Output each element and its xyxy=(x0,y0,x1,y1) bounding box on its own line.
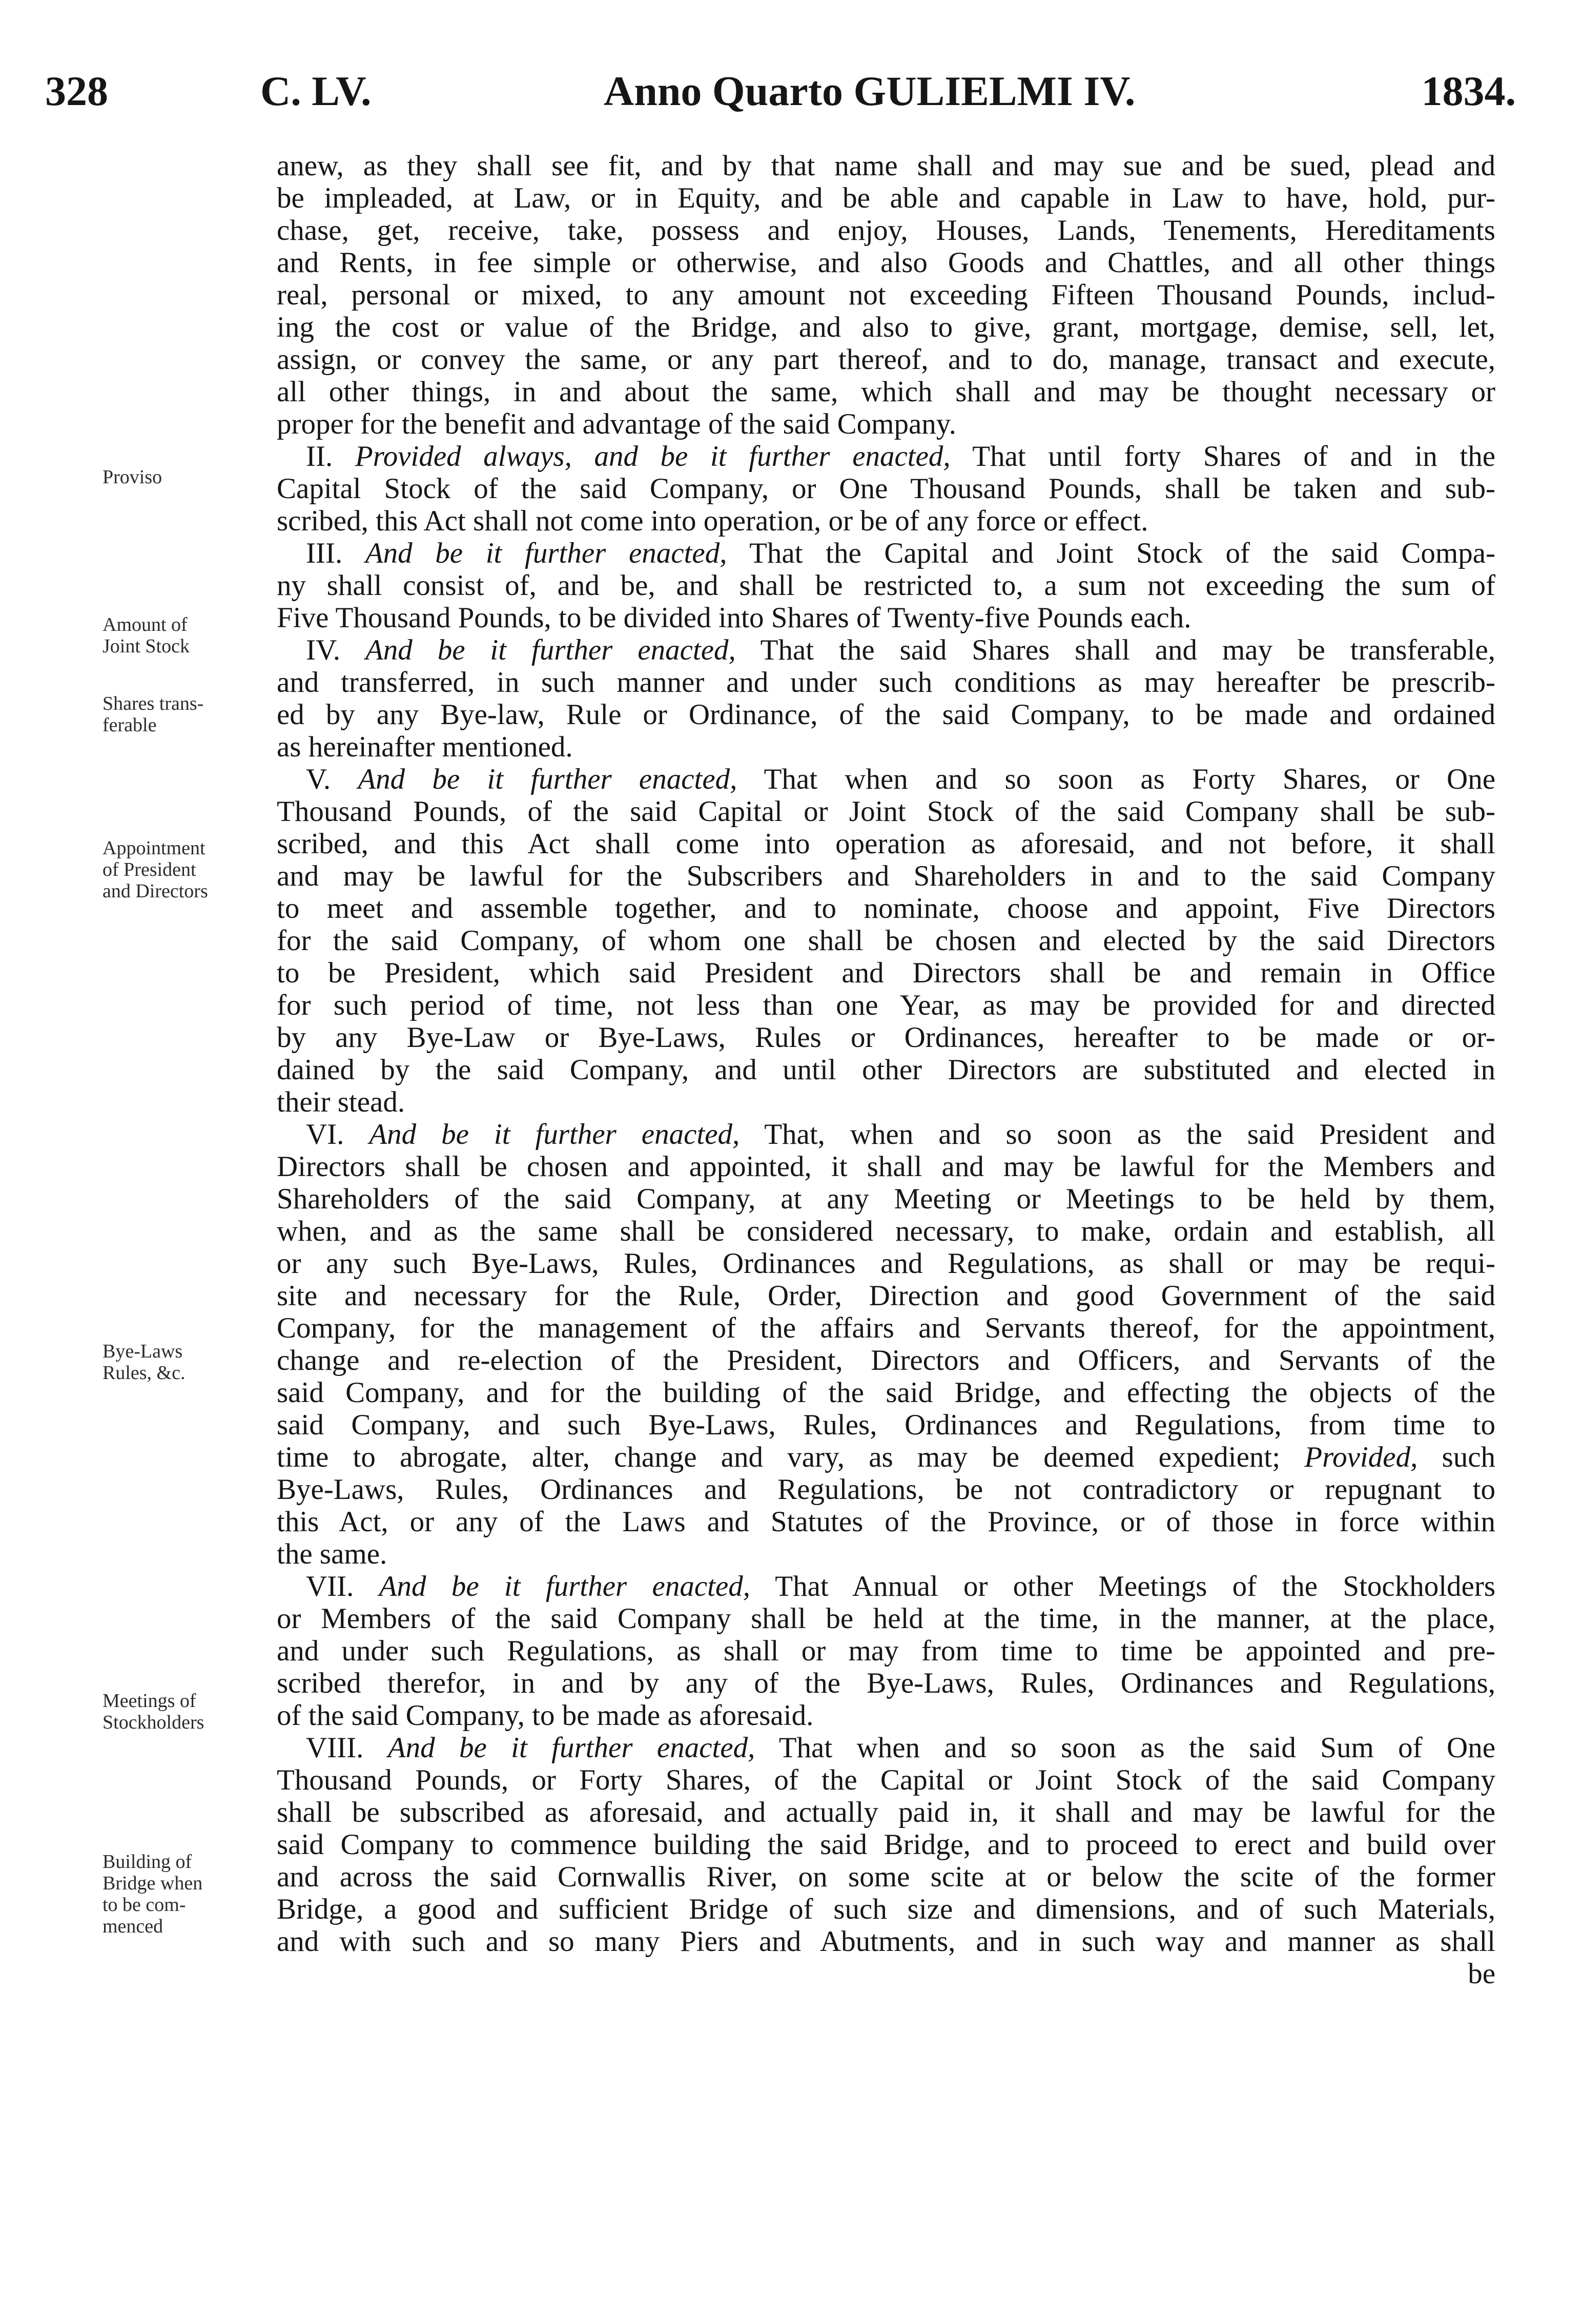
text-line: anew, as they shall see fit, and by that name shall and may sue and be sued, plead and xyxy=(277,150,1495,182)
text-run: That when and so soon as the said Sum of One xyxy=(755,1732,1495,1764)
margin-note-line: Shares trans- xyxy=(102,693,204,714)
text-line: all other things, in and about the same, which shall and may be thought necessary or xyxy=(277,376,1495,408)
text-line: said Company, and for the building of the said Bridge, and effecting the objects of the xyxy=(277,1376,1495,1409)
enacting-clause: And be it further enacted, xyxy=(365,634,736,666)
text-run: That Annual or other Meetings of the Stockholders xyxy=(750,1570,1495,1602)
text-line: real, personal or mixed, to any amount not exceeding Fifteen Thousand Pounds, includ- xyxy=(277,279,1495,311)
margin-note-line: Stockholders xyxy=(102,1712,204,1733)
year: 1834. xyxy=(1421,68,1516,114)
text-line: scribed, and this Act shall come into operation as aforesaid, and not before, it shall xyxy=(277,828,1495,860)
text-line: ny shall consist of, and be, and shall be restricted to, a sum not exceeding the sum of xyxy=(277,569,1495,602)
enacting-clause: And be it further enacted, xyxy=(387,1732,755,1764)
text-line: Bye-Laws, Rules, Ordinances and Regulations, be not contradictory or repugnant to xyxy=(277,1473,1495,1506)
margin-note-line: Meetings of xyxy=(102,1690,196,1712)
section-first-line xyxy=(277,1118,1495,1150)
margin-note-line: Amount of xyxy=(102,614,188,635)
text-line: Shareholders of the said Company, at any Meeting or Meetings to be held by them, xyxy=(277,1183,1495,1215)
running-header xyxy=(45,60,1516,122)
text-line: scribed, this Act shall not come into operation, or be of any force or effect. xyxy=(277,505,1148,537)
text-line xyxy=(277,1441,1495,1473)
margin-note-line: Appointment xyxy=(102,837,206,859)
enacting-clause: And be it further enacted, xyxy=(369,1118,740,1150)
text-line: assign, or convey the same, or any part thereof, and to do, manage, transact and execute, xyxy=(277,343,1495,376)
enacting-clause: And be it further enacted, xyxy=(365,537,727,569)
margin-note-amount xyxy=(102,614,272,657)
text-line: ed by any Bye-law, Rule or Ordinance, of the said Company, to be made and ordained xyxy=(277,698,1495,731)
text-line: as hereinafter mentioned. xyxy=(277,731,573,763)
regnal-year-title: Anno Quarto GULIELMI IV. xyxy=(604,68,1136,114)
margin-note-line: Building of xyxy=(102,1851,192,1873)
text-line: scribed therefor, in and by any of the Bye-Laws, Rules, Ordinances and Regulations, xyxy=(277,1667,1495,1699)
text-line: by any Bye-Law or Bye-Laws, Rules or Ordinances, hereafter to be made or or- xyxy=(277,1021,1495,1054)
section-first-line xyxy=(277,634,1495,666)
text-line: dained by the said Company, and until other Directors are substituted and elected in xyxy=(277,1054,1495,1086)
section-number: VIII. xyxy=(306,1732,364,1764)
section-number: VI. xyxy=(306,1118,344,1150)
section-first-line xyxy=(277,440,1495,472)
margin-note-line: Bye-Laws xyxy=(102,1341,183,1362)
margin-note-line: Proviso xyxy=(102,466,162,488)
text-run: time to abrogate, alter, change and vary, as may be deemed expedient; xyxy=(277,1441,1281,1473)
text-line: or Members of the said Company shall be held at the time, in the manner, at the place, xyxy=(277,1602,1495,1635)
margin-note-meetings xyxy=(102,1690,272,1733)
text-line: to be President, which said President and Directors shall be and remain in Office xyxy=(277,957,1495,989)
catchword: be xyxy=(1468,1958,1495,1990)
text-line: and with such and so many Piers and Abutments, and in such way and manner as shall xyxy=(277,1925,1495,1958)
margin-note-line: menced xyxy=(102,1916,163,1937)
text-line: shall be subscribed as aforesaid, and actually paid in, it shall and may be lawful for the xyxy=(277,1796,1495,1828)
text-line: be impleaded, at Law, or in Equity, and be able and capable in Law to have, hold, pur- xyxy=(277,182,1495,214)
section-number: II. xyxy=(306,440,333,472)
text-run: That when and so soon as Forty Shares, or One xyxy=(737,763,1495,795)
text-run: That until forty Shares of and in the xyxy=(950,440,1495,472)
section-number: III. xyxy=(306,537,343,569)
text-line: Thousand Pounds, of the said Capital or Joint Stock of the said Company shall be sub- xyxy=(277,795,1495,828)
margin-note-building xyxy=(102,1851,272,1937)
section-first-line xyxy=(277,763,1495,795)
text-line: their stead. xyxy=(277,1086,405,1118)
text-line: for such period of time, not less than one Year, as may be provided for and directed xyxy=(277,989,1495,1021)
text-line: proper for the benefit and advantage of the said Company. xyxy=(277,408,956,440)
margin-note-line: ferable xyxy=(102,714,157,736)
text-line: and across the said Cornwallis River, on some scite at or below the scite of the former xyxy=(277,1861,1495,1893)
text-line: Bridge, a good and sufficient Bridge of such size and dimensions, and of such Materials, xyxy=(277,1893,1495,1925)
text-run: such xyxy=(1417,1441,1495,1473)
text-line: for the said Company, of whom one shall be chosen and elected by the said Directors xyxy=(277,924,1495,957)
text-line: when, and as the same shall be considered necessary, to make, ordain and establish, all xyxy=(277,1215,1495,1247)
text-line: of the said Company, to be made as aforesaid. xyxy=(277,1699,814,1732)
section-number: IV. xyxy=(306,634,341,666)
text-line: and transferred, in such manner and under such conditions as may hereafter be prescrib- xyxy=(277,666,1495,698)
enacting-clause: And be it further enacted, xyxy=(379,1570,751,1602)
section-first-line xyxy=(277,1732,1495,1764)
text-line: ing the cost or value of the Bridge, and also to give, grant, mortgage, demise, sell, let, xyxy=(277,311,1495,343)
text-line: and Rents, in fee simple or otherwise, and also Goods and Chattles, and all other things xyxy=(277,246,1495,279)
text-line: this Act, or any of the Laws and Statutes of the Province, or of those in force within xyxy=(277,1506,1495,1538)
margin-note-line: Bridge when xyxy=(102,1873,203,1894)
text-line: Company, for the management of the affairs and Servants thereof, for the appointment, xyxy=(277,1312,1495,1344)
margin-note-appointment xyxy=(102,837,272,902)
text-run: That the Capital and Joint Stock of the said Compa- xyxy=(727,537,1495,569)
margin-note-line: to be com- xyxy=(102,1894,186,1916)
chapter-number: C. LV. xyxy=(260,68,372,114)
text-line: change and re-election of the President, Directors and Officers, and Servants of the xyxy=(277,1344,1495,1376)
text-line: to meet and assemble together, and to nominate, choose and appoint, Five Directors xyxy=(277,892,1495,924)
text-line: Thousand Pounds, or Forty Shares, of the Capital or Joint Stock of the said Company xyxy=(277,1764,1495,1796)
margin-note-line: of President xyxy=(102,859,196,880)
text-line: site and necessary for the Rule, Order, Direction and good Government of the said xyxy=(277,1280,1495,1312)
section-first-line xyxy=(277,1570,1495,1602)
page-number: 328 xyxy=(45,68,108,114)
text-line: Directors shall be chosen and appointed, it shall and may be lawful for the Members and xyxy=(277,1150,1495,1183)
text-line: and may be lawful for the Subscribers and Shareholders in and to the said Company xyxy=(277,860,1495,892)
statute-text xyxy=(277,150,1495,2225)
text-run: That, when and so soon as the said President and xyxy=(739,1118,1495,1150)
enacting-clause: And be it further enacted, xyxy=(358,763,737,795)
section-number: V. xyxy=(306,763,331,795)
text-run: That the said Shares shall and may be transferable, xyxy=(735,634,1495,666)
margin-note-line: Joint Stock xyxy=(102,635,190,657)
text-line: chase, get, receive, take, possess and enjoy, Houses, Lands, Tenements, Hereditaments xyxy=(277,214,1495,246)
text-line: and under such Regulations, as shall or may from time to time be appointed and pre- xyxy=(277,1635,1495,1667)
text-line: said Company, and such Bye-Laws, Rules, Ordinances and Regulations, from time to xyxy=(277,1409,1495,1441)
text-line: said Company to commence building the said Bridge, and to proceed to erect and build over xyxy=(277,1828,1495,1861)
text-line: or any such Bye-Laws, Rules, Ordinances and Regulations, as shall or may be requi- xyxy=(277,1247,1495,1280)
enacting-clause: Provided always, and be it further enacted, xyxy=(355,440,951,472)
proviso-word: Provided, xyxy=(1304,1441,1418,1473)
margin-note-proviso xyxy=(102,466,272,488)
margin-note-byelaws xyxy=(102,1341,272,1384)
text-line: the same. xyxy=(277,1538,387,1570)
section-first-line xyxy=(277,537,1495,569)
text-line: Five Thousand Pounds, to be divided into Shares of Twenty-five Pounds each. xyxy=(277,602,1191,634)
section-number: VII. xyxy=(306,1570,354,1602)
margin-note-shares xyxy=(102,693,272,736)
margin-note-line: and Directors xyxy=(102,880,208,902)
text-line: Capital Stock of the said Company, or One Thousand Pounds, shall be taken and sub- xyxy=(277,472,1495,505)
margin-note-line: Rules, &c. xyxy=(102,1362,186,1384)
